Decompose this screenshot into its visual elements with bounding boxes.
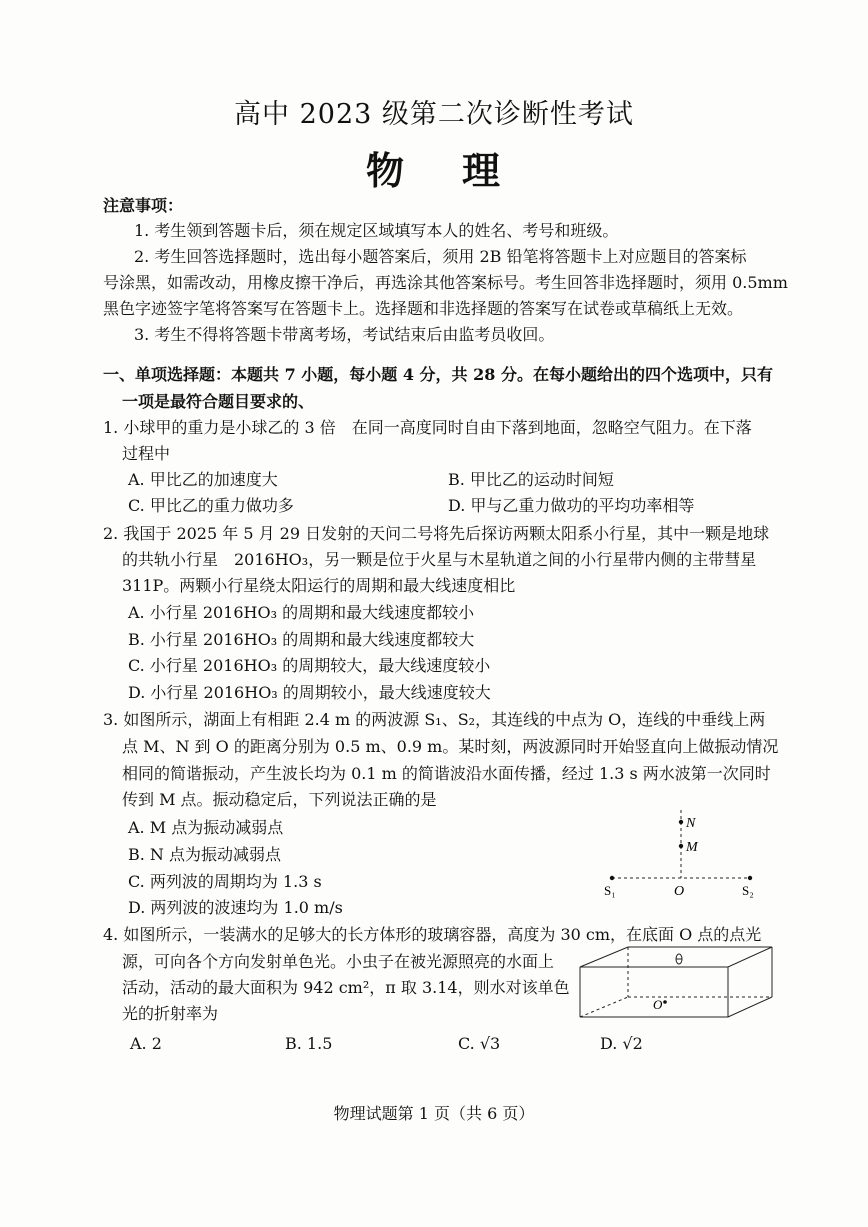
note-line: 黑色字迹签字笔将答案写在答题卡上。选择题和非选择题的答案写在试卷或草稿纸上无效。 [103,299,744,318]
point-n [679,820,683,824]
option-d: D. 甲与乙重力做功的平均功率相等 [448,496,695,515]
wave-sources-figure [600,808,770,898]
question-stem: 2. 我国于 2025 年 5 月 29 日发射的天问二号将先后探访两颗太阳系小行星，其中一颗是地球 [103,524,770,543]
label-o: O [674,884,685,899]
question-stem: 传到 M 点。振动稳定后，下列说法正确的是 [122,790,437,809]
label-n: N [686,816,696,831]
option-a: A. 甲比乙的加速度大 [128,470,278,489]
page-footer: 物理试题第 1 页（共 6 页） [333,1104,535,1123]
option-c: C. 小行星 2016HO₃ 的周期较大，最大线速度较小 [128,656,491,675]
question-stem: 源，可向各个方向发射单色光。小虫子在被光源照亮的水面上 [122,952,555,971]
question-stem: 4. 如图所示，一装满水的足够大的长方体形的玻璃容器，高度为 30 cm，在底面 O 点的点光 [103,925,762,944]
label-o: O [653,997,663,1012]
option-c: C. 两列波的周期均为 1.3 s [128,872,322,891]
option-a: A. 2 [130,1034,162,1053]
subject-char: 理 [462,148,503,193]
question-stem: 1. 小球甲的重力是小球乙的 3 倍 在同一高度同时自由下落到地面，忽略空气阻力。在下落 [103,418,752,437]
note-line: 2. 考生回答选择题时，选出每小题答案后，须用 2B 铅笔将答题卡上对应题目的答案标 [134,247,747,266]
question-stem: 光的折射率为 [122,1004,219,1023]
question-stem: 活动，活动的最大面积为 942 cm²，π 取 3.14，则水对该单色 [122,978,570,997]
subject-char: 物 [365,148,406,193]
source-s1 [610,876,614,880]
question-stem: 的共轨小行星 2016HO₃，另一颗是位于火星与木星轨道之间的小行星带内侧的主带彗星 [122,550,757,569]
question-stem: 相同的简谐振动，产生波长均为 0.1 m 的简谐波沿水面传播，经过 1.3 s 两水波第一次同时 [122,764,771,783]
section-heading: 一、单项选择题：本题共 7 小题，每小题 4 分，共 28 分。在每小题给出的四个选项中，只有 [103,365,773,384]
section-heading: 一项是最符合题目要求的、 [122,392,315,411]
option-a: A. M 点为振动减弱点 [128,818,284,837]
option-b: B. N 点为振动减弱点 [128,845,282,864]
source-s2 [748,876,752,880]
option-d: D. √2 [600,1034,643,1053]
point-m [679,844,683,848]
option-c: C. 甲比乙的重力做功多 [128,496,294,515]
subject-title [0,140,868,195]
glass-container-figure [578,945,778,1020]
question-stem: 过程中 [122,444,171,463]
question-stem: 3. 如图所示，湖面上有相距 2.4 m 的两波源 S₁、S₂，其连线的中点为 O，连线的中垂线上两 [103,710,766,729]
option-b: B. 甲比乙的运动时间短 [448,470,614,489]
option-a: A. 小行星 2016HO₃ 的周期和最大线速度都较小 [128,603,475,622]
option-c: C. √3 [458,1034,501,1053]
light-source-point [663,1000,667,1004]
exam-title: 高中 2023 级第二次诊断性考试 [234,99,634,130]
question-stem: 311P。两颗小行星绕太阳运行的周期和最大线速度相比 [122,576,516,595]
option-b: B. 小行星 2016HO₃ 的周期和最大线速度都较大 [128,630,475,649]
option-d: D. 两列波的波速均为 1.0 m/s [128,898,343,917]
note-line: 1. 考生领到答题卡后，须在规定区域填写本人的姓名、考号和班级。 [134,221,619,240]
label-m: M [686,840,698,855]
label-s1: S₁ [604,883,616,898]
label-s2: S₂ [742,883,754,898]
option-b: B. 1.5 [285,1034,333,1053]
note-line: 号涂黑，如需改动，用橡皮擦干净后，再选涂其他答案标号。考生回答非选择题时，须用 0.5mm [103,273,788,292]
option-d: D. 小行星 2016HO₃ 的周期较小，最大线速度较大 [128,683,491,702]
question-stem: 点 M、N 到 O 的距离分别为 0.5 m、0.9 m。某时刻，两波源同时开始竖直向上做振动情况 [122,737,779,756]
bug-icon [676,954,682,964]
notes-heading: 注意事项： [103,196,184,215]
note-line: 3. 考生不得将答题卡带离考场，考试结束后由监考员收回。 [134,325,555,344]
